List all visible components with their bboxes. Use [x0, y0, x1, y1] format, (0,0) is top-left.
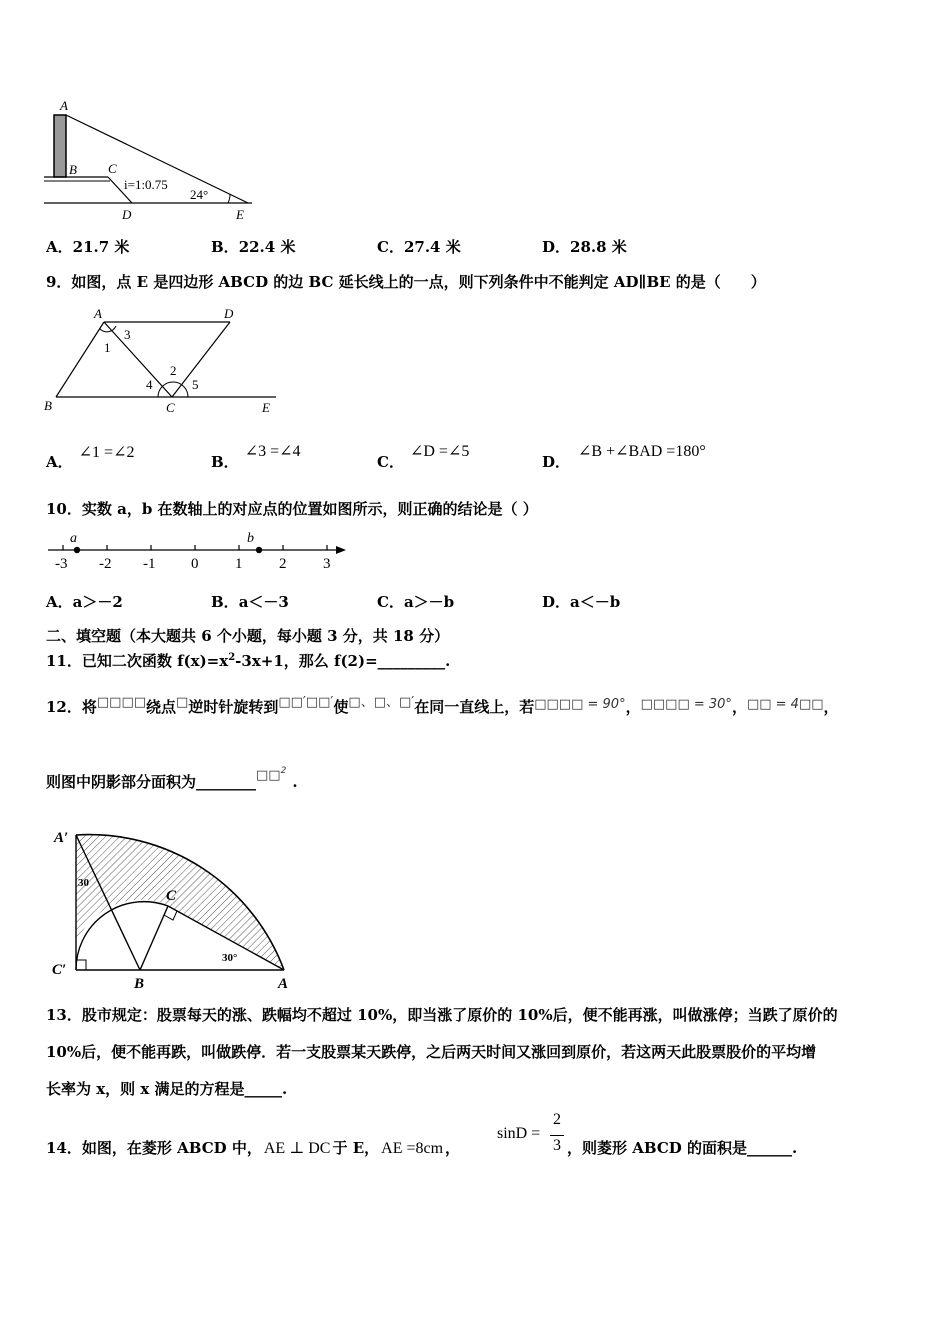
q8-option-a[interactable]: A．21.7 米: [46, 238, 130, 256]
q10-axis-arrow: [336, 546, 346, 554]
q8-option-c[interactable]: C．27.4 米: [377, 238, 461, 256]
q10-tick-label: 0: [191, 556, 199, 572]
q14-fraction-bar: [550, 1135, 564, 1136]
q9-option-d[interactable]: D．∠B +∠BAD =180°: [542, 443, 706, 471]
q10-tick-label: -1: [143, 556, 156, 572]
q9-figure: [40, 302, 285, 417]
q10-stem: 10．实数 a，b 在数轴上的对应点的位置如图所示，则正确的结论是（ ）: [46, 500, 538, 518]
q9-label-c: C: [166, 400, 175, 415]
q10-option-b[interactable]: B．a＜－3: [211, 593, 289, 611]
q9-option-b[interactable]: B．∠3 =∠4: [211, 443, 301, 471]
q10-option-c[interactable]: C．a＞－b: [377, 593, 455, 611]
q9-angle-2: 2: [170, 363, 177, 378]
q9-angle-5: 5: [192, 377, 199, 392]
q12-label-a1: A′: [54, 830, 69, 846]
section2-heading: 二、填空题（本大题共 6 个小题，每小题 3 分，共 18 分）: [46, 627, 450, 645]
q10-option-a[interactable]: A．a＞－2: [46, 593, 123, 611]
q10-tick-label: 2: [279, 556, 287, 572]
q13-line1: 13．股市规定：股票每天的涨、跌幅均不超过 10%，即当涨了原价的 10%后，便不能再涨，叫做涨停；当跌了原价的: [46, 1006, 838, 1024]
q14-text: 14．如图，在菱形 ABCD 中， AE ⊥ DC 于 E， AE =8cm ，: [46, 1139, 461, 1157]
q9-option-a[interactable]: A．∠1 =∠2: [46, 444, 135, 471]
q11-text: 11．已知二次函数 $f(x)=x^2-3x+1$，那么 f(2)=_________.: [46, 652, 451, 670]
q8-angle-label: 24°: [190, 187, 209, 202]
q12-line-bc: [140, 906, 168, 970]
q12-label-c1: C′: [52, 962, 67, 978]
q8-label-b: B: [69, 162, 77, 177]
q12-angle-right: 30°: [222, 952, 238, 964]
q10-point-a: [74, 547, 80, 553]
q9-label-a: A: [94, 306, 102, 321]
q9-angle-4: 4: [146, 377, 153, 392]
q10-point-b: [256, 547, 262, 553]
q8-label-a: A: [60, 98, 68, 113]
q8-option-b[interactable]: B．22.4 米: [211, 238, 296, 256]
q9-side-ab: [56, 322, 104, 397]
q8-pole: [54, 115, 66, 177]
q8-label-e: E: [236, 207, 244, 222]
q10-tick-label: -3: [55, 556, 68, 572]
q8-label-d: D: [122, 207, 132, 222]
q10-tick-label: 1: [235, 556, 243, 572]
q9-label-e: E: [262, 400, 270, 415]
q12-figure: [44, 820, 304, 992]
q8-label-c: C: [108, 161, 117, 176]
q8-slope-label: i=1:0.75: [124, 177, 168, 192]
q9-angle-1: 1: [104, 340, 111, 355]
q12-label-a: A: [278, 976, 289, 992]
q9-side-dc: [172, 322, 230, 397]
q13-line3: 长率为 x，则 x 满足的方程是_____.: [46, 1080, 288, 1098]
q12-right-angle-c1: [76, 960, 86, 970]
q14-tail: ，则菱形 ABCD 的面积是______.: [567, 1139, 798, 1157]
q9-stem: 9．如图，点 E 是四边形 ABCD 的边 BC 延长线上的一点，则下列条件中不能判定 AD∥BE 的是（ ）: [46, 273, 766, 291]
q12-label-b: B: [134, 976, 145, 992]
q10-tick-label: 3: [323, 556, 331, 572]
q10-number-line: [44, 530, 354, 575]
q8-option-d[interactable]: D．28.8 米: [542, 238, 627, 256]
q10-tick-label: -2: [99, 556, 112, 572]
q12-label-c: C: [166, 888, 177, 904]
q8-figure: [40, 95, 260, 225]
q9-angle-3: 3: [124, 327, 131, 342]
q9-label-d: D: [224, 306, 234, 321]
q8-angle-arc: [228, 194, 230, 203]
q9-diag-ac: [104, 322, 172, 397]
q10-option-d[interactable]: D．a＜－b: [542, 593, 621, 611]
q12-line1: 12．将□□□□绕点□逆时针旋转到□□′□□′使□、□、□′在同一直线上，若□□□□ = 90°，□□□□ = 30°，□□ = 4□□，: [46, 695, 839, 716]
q12-angle-top: 30: [78, 877, 89, 889]
q13-line2: 10%后，便不能再跌，叫做跌停．若一支股票某天跌停，之后两天时间又涨回到原价，若这两天此股票股价的平均增: [46, 1043, 817, 1061]
q9-option-c[interactable]: C．∠D =∠5: [377, 443, 470, 471]
q10-label-a: a: [70, 531, 77, 546]
q12-line2: 则图中阴影部分面积为________□□$^2$.: [46, 766, 298, 791]
q10-label-b: b: [247, 531, 254, 546]
q9-label-b: B: [44, 398, 52, 413]
